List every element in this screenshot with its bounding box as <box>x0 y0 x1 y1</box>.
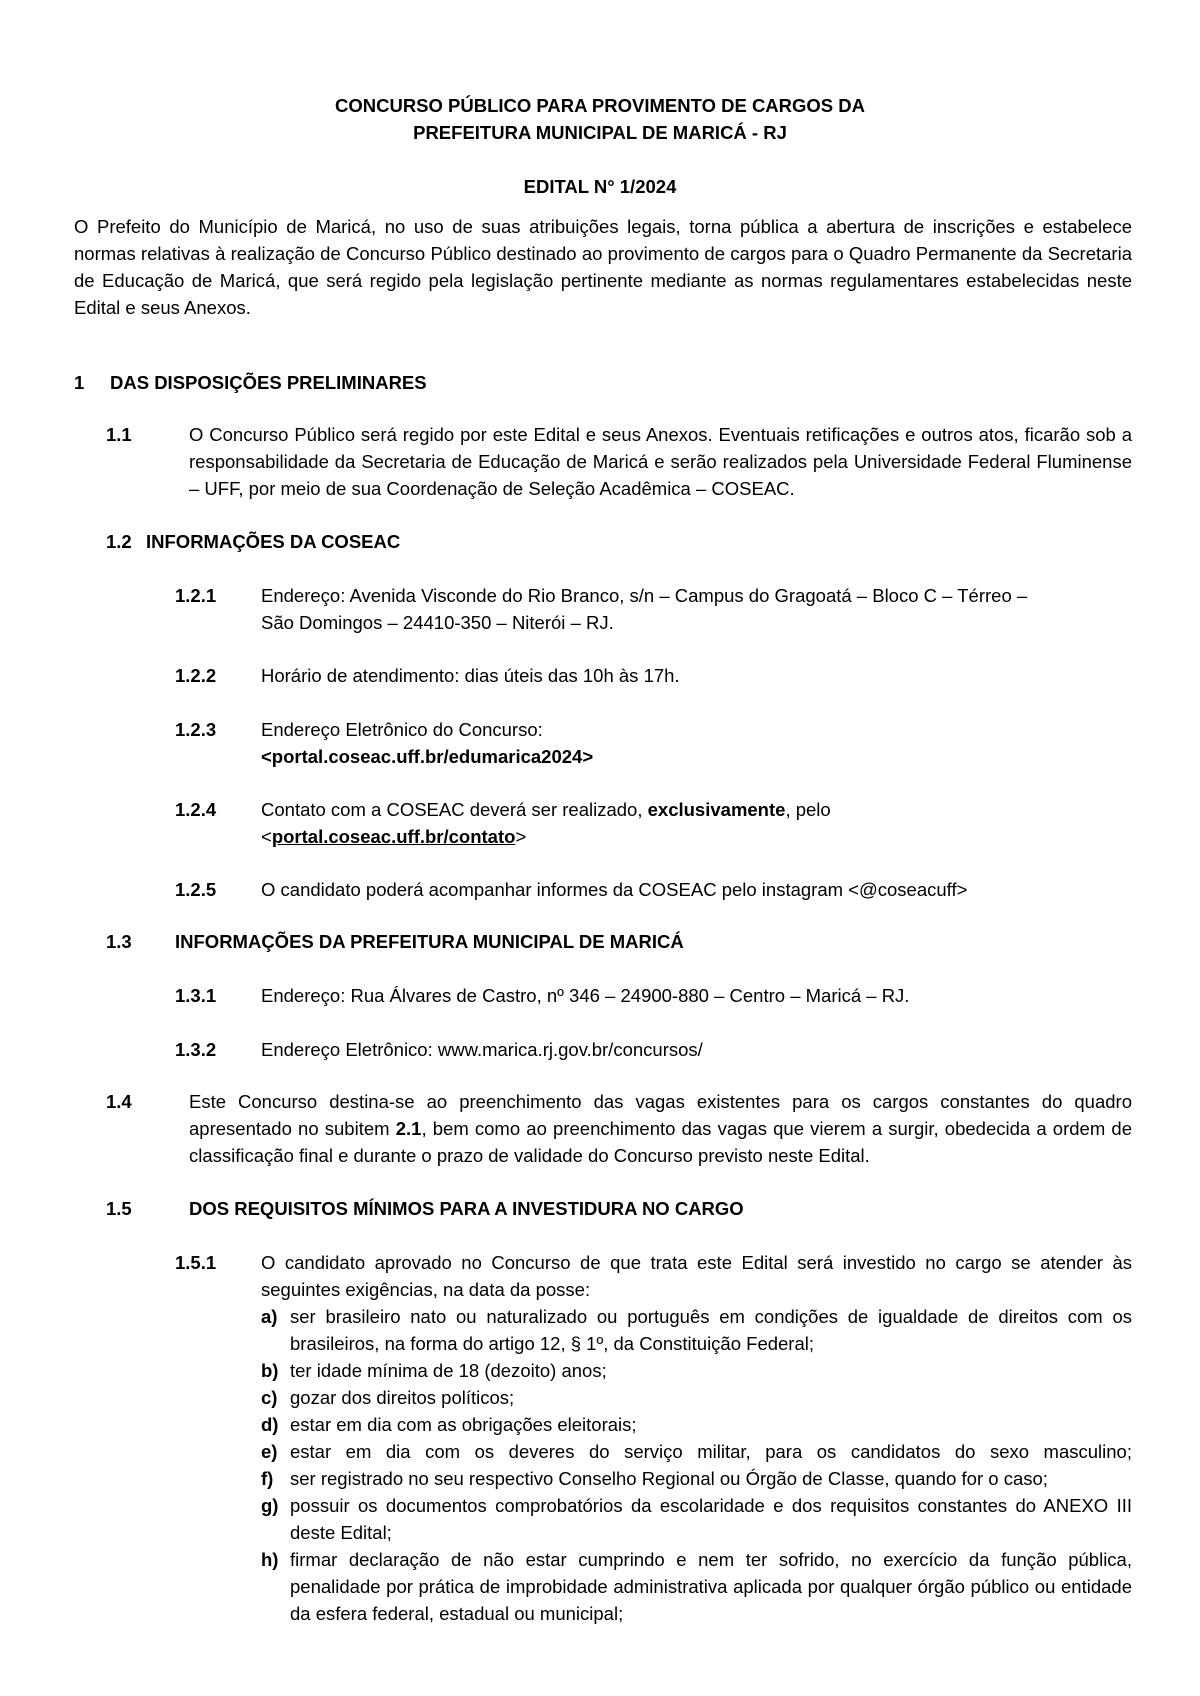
item-1-2-4-text-after: , pelo <box>785 799 831 820</box>
list-item: estar em dia com as obrigações eleitorais; <box>290 1414 637 1435</box>
list-item-letter: e) <box>261 1441 278 1462</box>
list-item: estar em dia com os deveres do serviço militar, para os candidatos do sexo masculino; <box>290 1441 1132 1462</box>
subsection-1-1-number: 1.1 <box>106 424 132 445</box>
title-line-2: PREFEITURA MUNICIPAL DE MARICÁ - RJ <box>413 122 787 143</box>
intro-paragraph: O Prefeito do Município de Maricá, no uso de suas atribuições legais, torna pública a abertura de inscrições e estabelece normas relativas à realização de Concurso Público destinado ao provimento de cargos para o Quadro Permanente da Secretaria de Educação de Maricá, que será regido pela legislação pertinente mediante as normas regulamentares estabelecidas neste Edital e seus Anexos. <box>74 216 1132 318</box>
item-1-2-3-number: 1.2.3 <box>175 719 217 740</box>
subsection-1-3-number: 1.3 <box>106 931 132 952</box>
list-item-letter: a) <box>261 1306 278 1327</box>
list-item-letter: g) <box>261 1495 279 1516</box>
item-1-2-5-number: 1.2.5 <box>175 879 217 900</box>
list-item-letter: c) <box>261 1387 278 1408</box>
subsection-1-2-number: 1.2 <box>106 531 132 552</box>
list-item: ser registrado no seu respectivo Conselho Regional ou Órgão de Classe, quando for o caso; <box>290 1468 1048 1489</box>
item-1-2-2-number: 1.2.2 <box>175 665 217 686</box>
subsection-1-2-title: INFORMAÇÕES DA COSEAC <box>146 531 401 552</box>
item-1-5-1-number: 1.5.1 <box>175 1252 217 1273</box>
edital-number: EDITAL N° 1/2024 <box>523 176 677 197</box>
list-item-letter: b) <box>261 1360 279 1381</box>
subsection-1-4-text-before: Este Concurso destina-se ao preenchimento das vagas existentes para os cargos constantes do quadro apresentado no subitem <box>189 1091 1132 1139</box>
item-1-2-1-line2: São Domingos – 24410-350 – Niterói – RJ. <box>261 612 614 633</box>
item-1-2-4-line2 <box>261 823 526 850</box>
subsection-1-4-number: 1.4 <box>106 1091 132 1112</box>
item-1-2-4-number: 1.2.4 <box>175 799 217 820</box>
subsection-1-4-bold-ref: 2.1 <box>395 1118 422 1139</box>
item-1-2-4-text-before: Contato com a COSEAC deverá ser realizado, <box>261 799 648 820</box>
list-item: possuir os documentos comprobatórios da escolaridade e dos requisitos constantes do ANEXO III deste Edital; <box>290 1495 1132 1543</box>
list-item-letter: h) <box>261 1549 279 1570</box>
subsection-1-5-title: DOS REQUISITOS MÍNIMOS PARA A INVESTIDURA NO CARGO <box>189 1198 744 1219</box>
subsection-1-4-text <box>189 1088 1132 1169</box>
list-item: firmar declaração de não estar cumprindo e nem ter sofrido, no exercício da função pública, penalidade por prática de improbidade administrativa aplicada por qualquer órgão público ou entidade da esfera federal, estadual ou municipal; <box>290 1549 1132 1624</box>
list-item: gozar dos direitos políticos; <box>290 1387 515 1408</box>
contact-link-close: > <box>515 826 527 847</box>
item-1-5-1-text: O candidato aprovado no Concurso de que trata este Edital será investido no cargo se atender às seguintes exigências, na data da posse: <box>261 1252 1132 1300</box>
item-1-3-1-number: 1.3.1 <box>175 985 217 1006</box>
section-1-title: DAS DISPOSIÇÕES PRELIMINARES <box>110 372 427 393</box>
item-1-2-4-bold-word: exclusivamente <box>647 799 786 820</box>
subsection-1-5-number: 1.5 <box>106 1198 132 1219</box>
item-1-2-3-line1: Endereço Eletrônico do Concurso: <box>261 719 543 740</box>
item-1-2-1-number: 1.2.1 <box>175 585 217 606</box>
subsection-1-3-title: INFORMAÇÕES DA PREFEITURA MUNICIPAL DE MARICÁ <box>175 931 684 952</box>
item-1-2-5-text: O candidato poderá acompanhar informes da COSEAC pelo instagram <@coseacuff> <box>261 879 968 900</box>
title-line-1: CONCURSO PÚBLICO PARA PROVIMENTO DE CARGOS DA <box>334 95 866 116</box>
contact-link[interactable]: portal.coseac.uff.br/contato <box>271 826 516 847</box>
concurso-portal-link[interactable]: <portal.coseac.uff.br/edumarica2024> <box>261 746 594 767</box>
list-item: ser brasileiro nato ou naturalizado ou português em condições de igualdade de direitos com os brasileiros, na forma do artigo 12, § 1º, da Constituição Federal; <box>290 1306 1132 1354</box>
list-item-letter: d) <box>261 1414 279 1435</box>
item-1-2-1-line1: Endereço: Avenida Visconde do Rio Branco, s/n – Campus do Gragoatá – Bloco C – Térreo – <box>261 585 1028 606</box>
subsection-1-1-text: O Concurso Público será regido por este Edital e seus Anexos. Eventuais retificações e outros atos, ficarão sob a responsabilidade da Secretaria de Educação de Maricá e serão realizados pela Universidade Federal Fluminense – UFF, por meio de sua Coordenação de Seleção Acadêmica – COSEAC. <box>189 424 1132 499</box>
subsection-1-4-text-after: , bem como ao preenchimento das vagas que vierem a surgir, obedecida a ordem de classificação final e durante o prazo de validade do Concurso previsto neste Edital. <box>189 1118 1132 1166</box>
item-1-3-2-number: 1.3.2 <box>175 1039 217 1060</box>
item-1-3-1-text: Endereço: Rua Álvares de Castro, nº 346 – 24900-880 – Centro – Maricá – RJ. <box>261 985 910 1006</box>
item-1-2-2-text: Horário de atendimento: dias úteis das 10h às 17h. <box>261 665 680 686</box>
item-1-3-2-text: Endereço Eletrônico: www.marica.rj.gov.br/concursos/ <box>261 1039 703 1060</box>
contact-link-open: < <box>261 826 272 847</box>
list-item-letter: f) <box>261 1468 274 1489</box>
item-1-2-4-line1 <box>261 796 831 823</box>
section-1-number: 1 <box>74 372 85 393</box>
list-item: ter idade mínima de 18 (dezoito) anos; <box>290 1360 607 1381</box>
